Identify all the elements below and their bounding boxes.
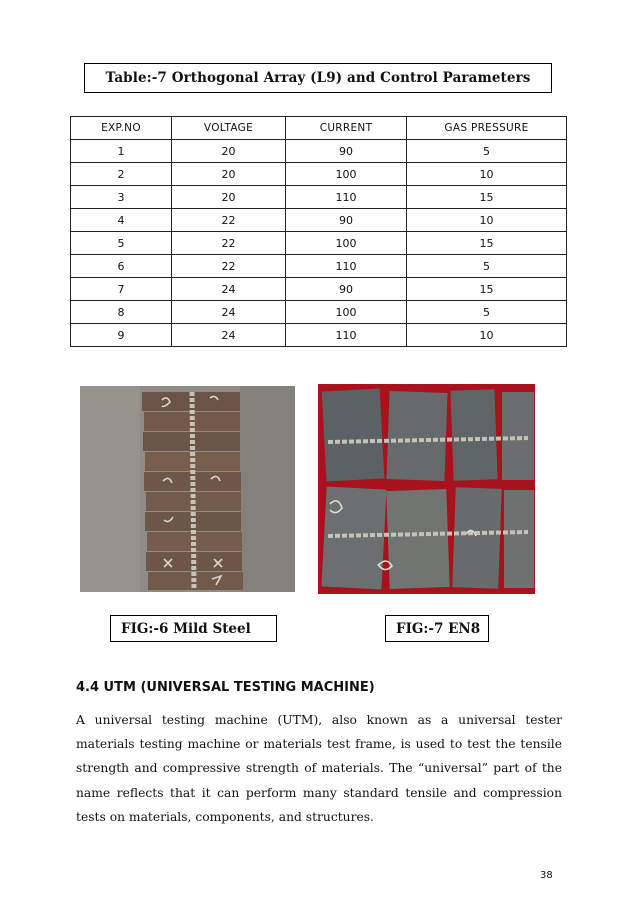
table-cell: 7 bbox=[71, 278, 172, 301]
table-cell: 5 bbox=[407, 140, 567, 163]
table-cell: 10 bbox=[407, 163, 567, 186]
table-cell: 15 bbox=[407, 232, 567, 255]
orthogonal-array-table bbox=[70, 116, 567, 347]
table-header-row bbox=[71, 117, 567, 140]
col-header-gas-pressure: GAS PRESSURE bbox=[407, 117, 567, 140]
figure-6-label: FIG:-6 Mild Steel bbox=[110, 615, 277, 642]
table-cell: 5 bbox=[71, 232, 172, 255]
table-row bbox=[71, 140, 567, 163]
table-cell: 100 bbox=[286, 232, 407, 255]
table-cell: 110 bbox=[286, 186, 407, 209]
table-cell: 90 bbox=[286, 278, 407, 301]
table-cell: 8 bbox=[71, 301, 172, 324]
col-header-current: CURRENT bbox=[286, 117, 407, 140]
page-number: 38 bbox=[540, 870, 553, 881]
table-cell: 22 bbox=[172, 209, 286, 232]
table-row bbox=[71, 186, 567, 209]
col-header-exp-no: EXP.NO bbox=[71, 117, 172, 140]
mild-steel-photo bbox=[80, 386, 295, 592]
table-cell: 4 bbox=[71, 209, 172, 232]
table-cell: 5 bbox=[407, 255, 567, 278]
table-cell: 90 bbox=[286, 140, 407, 163]
table-cell: 2 bbox=[71, 163, 172, 186]
col-header-voltage: VOLTAGE bbox=[172, 117, 286, 140]
table-row bbox=[71, 278, 567, 301]
table-cell: 9 bbox=[71, 324, 172, 347]
table-cell: 90 bbox=[286, 209, 407, 232]
table-cell: 22 bbox=[172, 232, 286, 255]
table-row bbox=[71, 163, 567, 186]
table-cell: 22 bbox=[172, 255, 286, 278]
table-row bbox=[71, 209, 567, 232]
table-cell: 24 bbox=[172, 324, 286, 347]
table-cell: 20 bbox=[172, 163, 286, 186]
table-cell: 5 bbox=[407, 301, 567, 324]
table-cell: 20 bbox=[172, 186, 286, 209]
table-row bbox=[71, 232, 567, 255]
table-cell: 1 bbox=[71, 140, 172, 163]
en8-steel-photo bbox=[318, 384, 535, 594]
table-cell: 110 bbox=[286, 255, 407, 278]
table-cell: 15 bbox=[407, 186, 567, 209]
section-paragraph: A universal testing machine (UTM), also known as a universal tester materials testing machine or materials test frame, is used to test the tensile strength and compressive strength of materials. The “universal” part of the name reflects that it can perform many standard tensile and compression tests on materials, components, and structures. bbox=[76, 713, 562, 824]
table-cell: 6 bbox=[71, 255, 172, 278]
table-cell: 100 bbox=[286, 163, 407, 186]
table-row bbox=[71, 324, 567, 347]
table-cell: 20 bbox=[172, 140, 286, 163]
table-cell: 15 bbox=[407, 278, 567, 301]
table-cell: 10 bbox=[407, 209, 567, 232]
table-cell: 24 bbox=[172, 278, 286, 301]
table-cell: 24 bbox=[172, 301, 286, 324]
table-cell: 100 bbox=[286, 301, 407, 324]
table-row bbox=[71, 301, 567, 324]
section-heading: 4.4 UTM (UNIVERSAL TESTING MACHINE) bbox=[76, 680, 375, 695]
table-cell: 3 bbox=[71, 186, 172, 209]
table-caption: Table:-7 Orthogonal Array (L9) and Control Parameters bbox=[84, 63, 552, 93]
table-cell: 110 bbox=[286, 324, 407, 347]
figure-7-label: FIG:-7 EN8 bbox=[385, 615, 489, 642]
table-cell: 10 bbox=[407, 324, 567, 347]
table-row bbox=[71, 255, 567, 278]
